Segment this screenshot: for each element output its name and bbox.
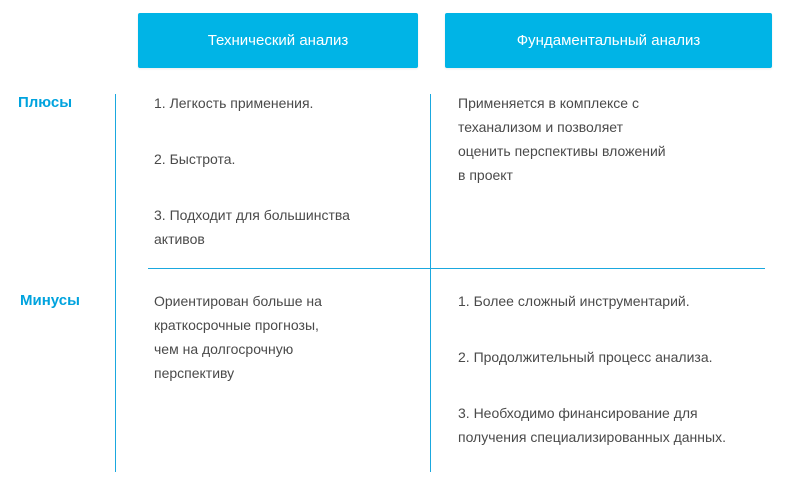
row-label-pros: Плюсы — [18, 94, 73, 111]
vertical-divider-left — [115, 94, 116, 472]
pros-technical-cell — [154, 91, 414, 251]
row-label-cons: Минусы — [20, 292, 80, 309]
header-fundamental-analysis — [445, 13, 772, 68]
header-fundamental-label: Фундаментальный анализ — [516, 32, 701, 49]
pros-fundamental-line-4: в проект — [458, 167, 513, 183]
cons-technical-line-1: Ориентирован больше на — [154, 293, 322, 309]
cons-fundamental-item-1: 1. Более сложный инструментарий. — [458, 293, 690, 309]
pros-fundamental-line-1: Применяется в комплексе с — [458, 95, 639, 111]
cons-fundamental-item-3: 3. Необходимо финансирование для — [458, 405, 698, 421]
pros-technical-item-3-cont: активов — [154, 231, 205, 247]
cons-fundamental-item-2: 2. Продолжительный процесс анализа. — [458, 349, 713, 365]
vertical-divider-middle — [430, 94, 431, 472]
cons-technical-line-2: краткосрочные прогнозы, — [154, 317, 319, 333]
cons-fundamental-cell — [458, 289, 788, 449]
pros-fundamental-line-2: теханализом и позволяет — [458, 119, 624, 135]
pros-technical-item-1: 1. Легкость применения. — [154, 95, 314, 111]
pros-technical-item-2: 2. Быстрота. — [154, 151, 236, 167]
pros-technical-item-3: 3. Подходит для большинства — [154, 207, 350, 223]
horizontal-divider — [148, 268, 765, 269]
cons-technical-cell — [154, 289, 414, 385]
pros-fundamental-cell — [458, 91, 758, 187]
header-technical-analysis — [138, 13, 418, 68]
cons-fundamental-item-3-cont: получения специализированных данных. — [458, 429, 726, 445]
header-technical-label: Технический анализ — [207, 32, 349, 49]
cons-technical-line-3: чем на долгосрочную — [154, 341, 294, 357]
pros-fundamental-line-3: оценить перспективы вложений — [458, 143, 666, 159]
cons-technical-line-4: перспективу — [154, 365, 235, 381]
